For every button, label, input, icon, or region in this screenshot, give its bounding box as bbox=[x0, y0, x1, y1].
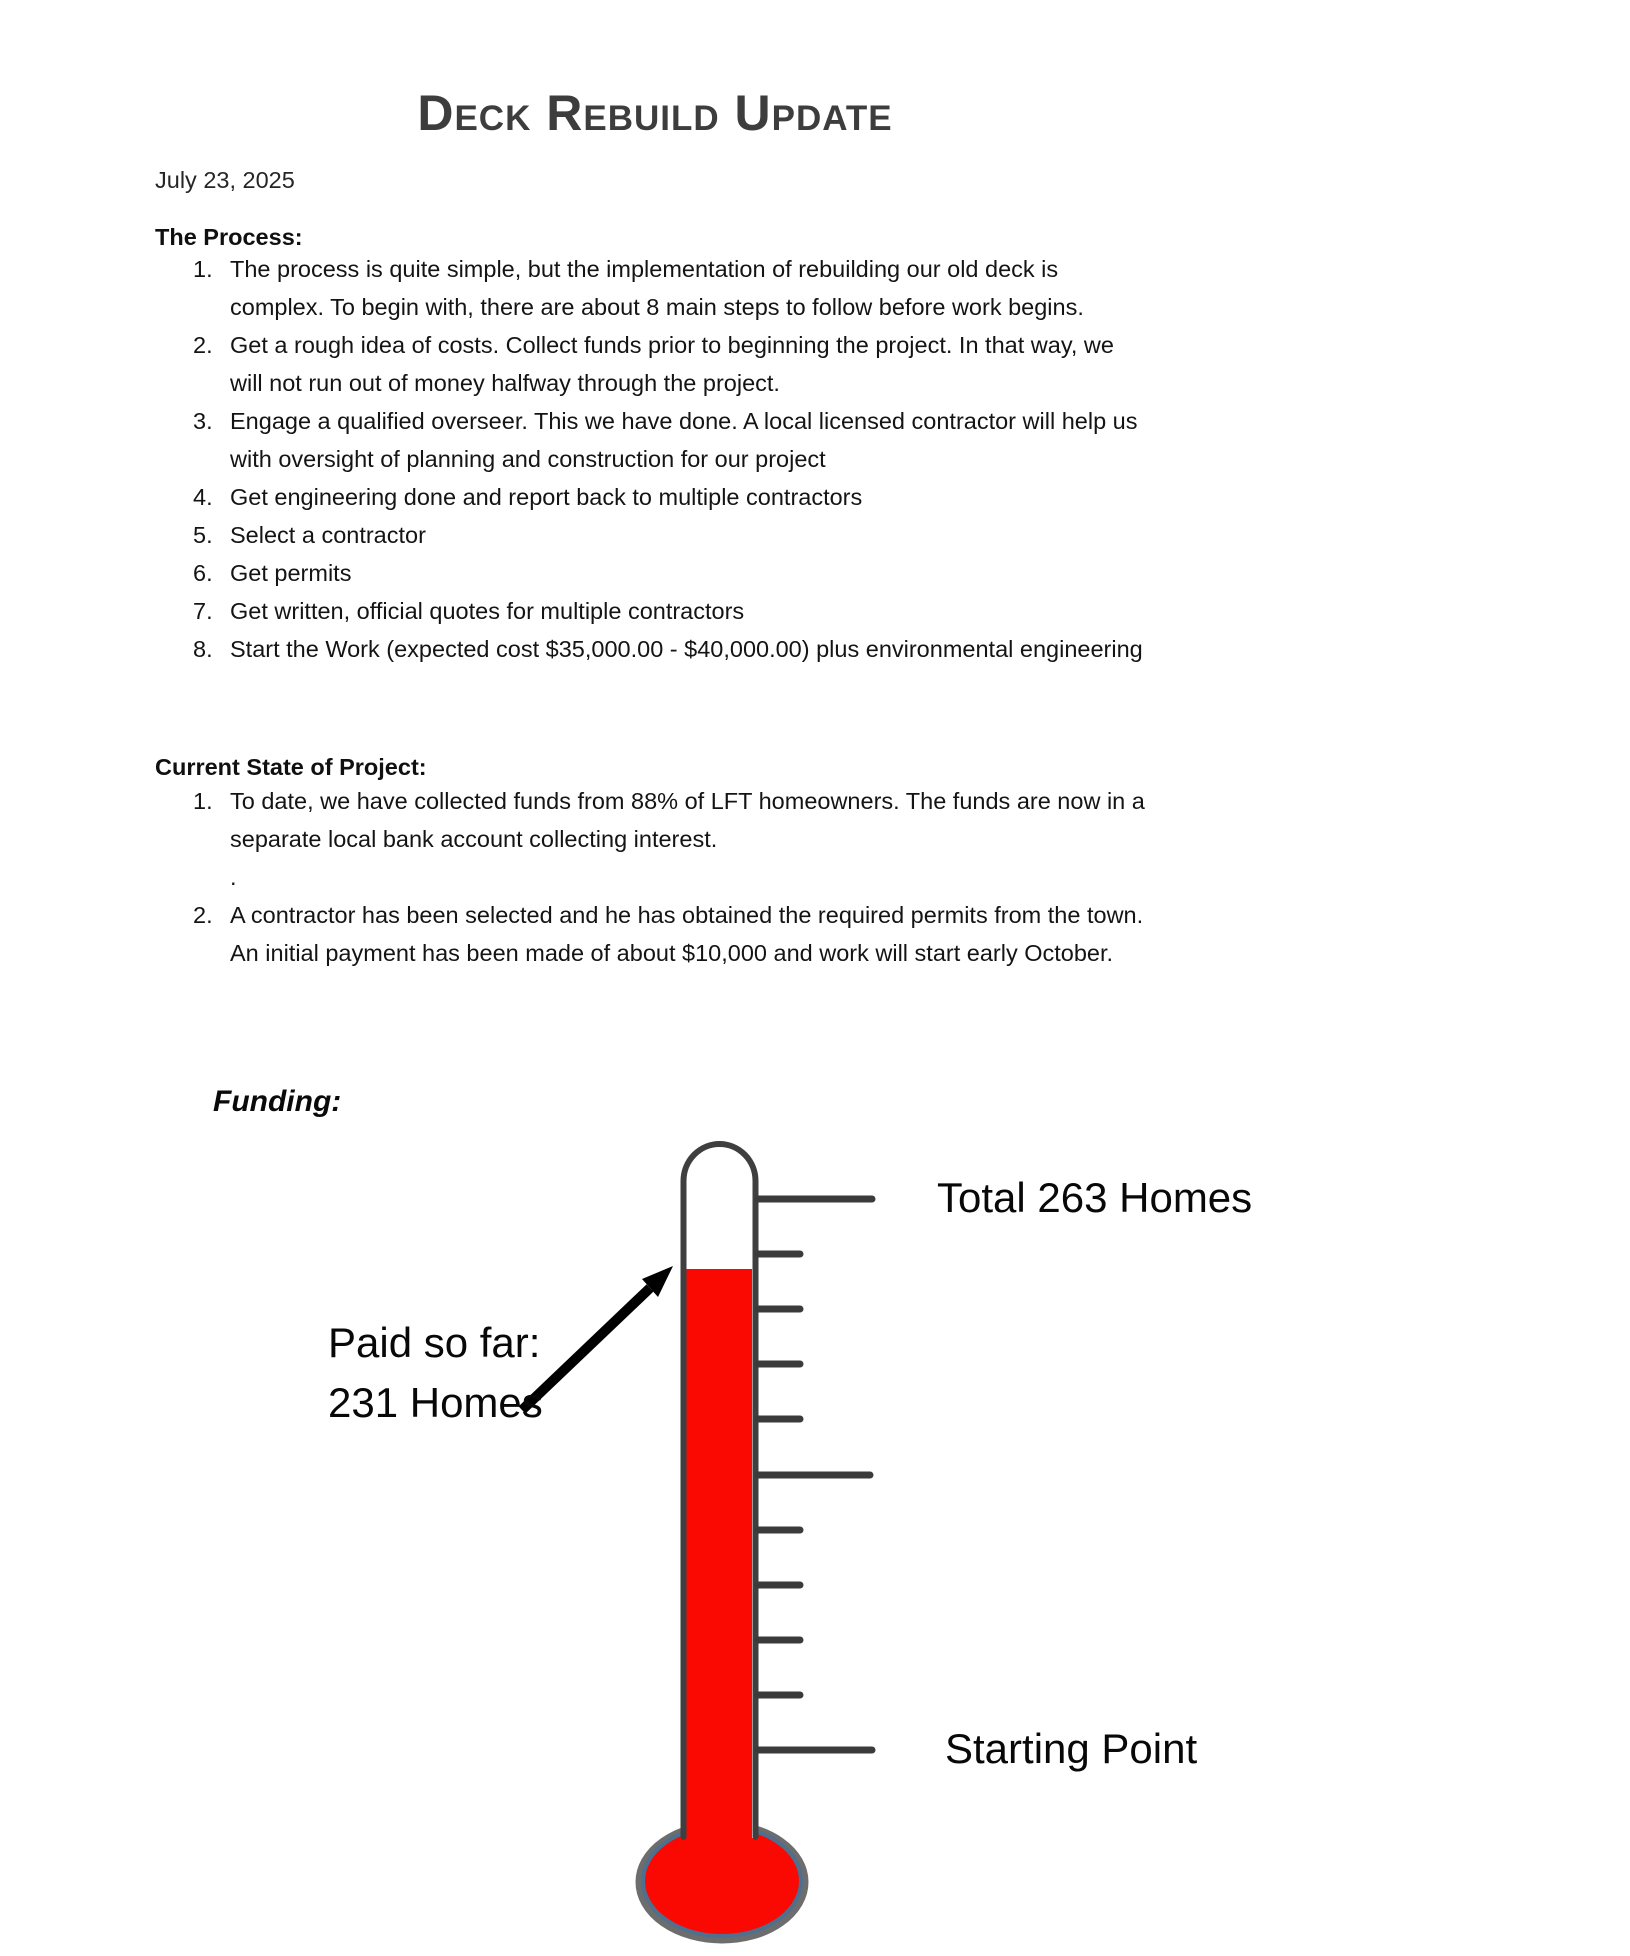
list-row bbox=[193, 516, 1203, 554]
list-item-number bbox=[193, 934, 230, 972]
list-item-text: complex. To begin with, there are about 8 main steps to follow before work begins. bbox=[230, 294, 1084, 320]
list-row bbox=[193, 364, 1203, 402]
list-row bbox=[193, 402, 1203, 440]
list-row bbox=[193, 934, 1203, 972]
list-row bbox=[193, 554, 1203, 592]
current-state-section-heading: Current State of Project: bbox=[155, 754, 427, 780]
list-item-number bbox=[193, 820, 230, 858]
page-title: Deck Rebuild Update bbox=[417, 85, 893, 141]
list-row bbox=[193, 478, 1203, 516]
total-homes-label: Total 263 Homes bbox=[937, 1174, 1253, 1221]
list-item-text: separate local bank account collecting interest. bbox=[230, 826, 718, 852]
list-item-text: Get written, official quotes for multiple contractors bbox=[230, 598, 745, 624]
process-list bbox=[193, 250, 1203, 668]
list-item-number: 5. bbox=[193, 522, 213, 548]
list-item-text: Start the Work (expected cost $35,000.00 - $40,000.00) plus environmental engineering bbox=[230, 636, 1143, 662]
funding-section-heading: Funding: bbox=[213, 1085, 342, 1118]
starting-point-label: Starting Point bbox=[945, 1725, 1198, 1772]
current-state-list bbox=[193, 782, 1203, 972]
paid-so-far-label: Paid so far: bbox=[328, 1319, 541, 1366]
list-item-text: Get a rough idea of costs. Collect funds prior to beginning the project. In that way, we bbox=[230, 332, 1114, 358]
list-row bbox=[193, 896, 1203, 934]
list-item-number: 2. bbox=[193, 332, 213, 358]
list-row bbox=[193, 250, 1203, 288]
list-row bbox=[193, 630, 1203, 668]
list-item-number: 1. bbox=[193, 256, 213, 282]
list-row bbox=[193, 858, 1203, 896]
list-row bbox=[193, 820, 1203, 858]
tick-marks bbox=[758, 1199, 872, 1750]
list-row bbox=[193, 326, 1203, 364]
document-date: July 23, 2025 bbox=[155, 167, 295, 193]
list-item-number: 4. bbox=[193, 484, 213, 510]
funding-thermometer-chart bbox=[0, 1120, 1630, 1956]
list-item-number bbox=[193, 440, 230, 478]
list-item-text: Get engineering done and report back to multiple contractors bbox=[230, 484, 863, 510]
paid-homes-label: 231 Homes bbox=[328, 1379, 543, 1426]
list-item-number: 7. bbox=[193, 598, 213, 624]
list-row bbox=[193, 288, 1203, 326]
process-section-heading: The Process: bbox=[155, 224, 303, 250]
list-item-text: A contractor has been selected and he has obtained the required permits from the town. bbox=[230, 902, 1144, 928]
list-item-text: Engage a qualified overseer. This we have done. A local licensed contractor will help us bbox=[230, 408, 1138, 434]
list-item-number: 8. bbox=[193, 636, 213, 662]
list-item-text: . bbox=[230, 864, 237, 890]
list-item-number: 1. bbox=[193, 788, 213, 814]
list-item-text: To date, we have collected funds from 88% of LFT homeowners. The funds are now in a bbox=[230, 788, 1145, 814]
list-row bbox=[193, 782, 1203, 820]
list-item-text: will not run out of money halfway through the project. bbox=[230, 370, 780, 396]
list-item-text: with oversight of planning and construction for our project bbox=[230, 446, 826, 472]
paid-level-arrow bbox=[522, 1266, 673, 1410]
list-item-number bbox=[193, 288, 230, 326]
list-item-number: 2. bbox=[193, 902, 213, 928]
list-item-text: Select a contractor bbox=[230, 522, 426, 548]
list-item-text: The process is quite simple, but the implementation of rebuilding our old deck is bbox=[230, 256, 1059, 282]
list-item-number: 6. bbox=[193, 560, 213, 586]
list-item-number bbox=[193, 858, 230, 896]
list-row bbox=[193, 440, 1203, 478]
thermometer-fill bbox=[686, 1269, 752, 1849]
list-item-text: An initial payment has been made of about $10,000 and work will start early October. bbox=[230, 940, 1114, 966]
list-item-number: 3. bbox=[193, 408, 213, 434]
list-row bbox=[193, 592, 1203, 630]
list-item-number bbox=[193, 364, 230, 402]
list-item-text: Get permits bbox=[230, 560, 352, 586]
